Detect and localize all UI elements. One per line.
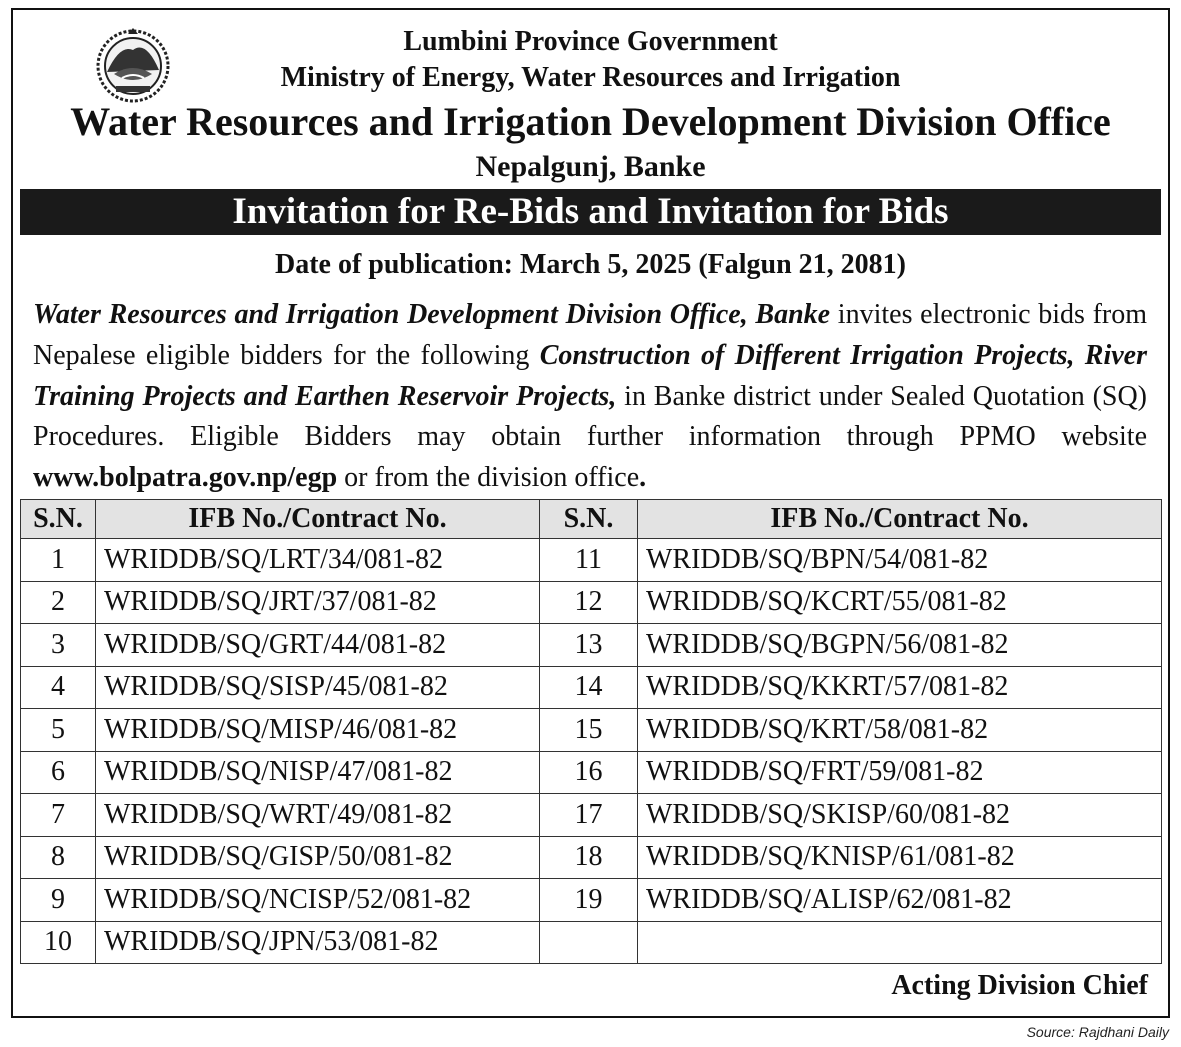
right-contract-no: WRIDDB/SQ/KRT/58/081-82 <box>638 709 1162 752</box>
right-sn: 19 <box>540 879 638 922</box>
right-sn: 13 <box>540 624 638 667</box>
ministry-title: Ministry of Energy, Water Resources and Irrigation <box>280 62 901 93</box>
right-sn <box>540 921 638 964</box>
office-location: Nepalgunj, Banke <box>475 150 706 183</box>
left-sn: 3 <box>21 624 96 667</box>
table-row <box>21 624 1162 667</box>
left-contract-no: WRIDDB/SQ/GISP/50/081-82 <box>96 836 540 879</box>
left-sn: 7 <box>21 794 96 837</box>
right-contract-no: WRIDDB/SQ/KNISP/61/081-82 <box>638 836 1162 879</box>
header-sn-right: S.N. <box>540 500 638 539</box>
right-contract-no: WRIDDB/SQ/KKRT/57/081-82 <box>638 666 1162 709</box>
left-contract-no: WRIDDB/SQ/SISP/45/081-82 <box>96 666 540 709</box>
notice-banner: Invitation for Re-Bids and Invitation for Bids <box>20 189 1161 235</box>
body-text-3: or from the division office <box>337 462 640 494</box>
right-contract-no: WRIDDB/SQ/KCRT/55/081-82 <box>638 581 1162 624</box>
table-row <box>21 581 1162 624</box>
body-text-2: in Banke district under Sealed Quotation (SQ) Procedures. Eligible Bidders may obtain further information through PPMO website <box>33 380 1148 453</box>
header-ifb-right: IFB No./Contract No. <box>638 500 1162 539</box>
contracts-table <box>20 499 1162 964</box>
left-sn: 9 <box>21 879 96 922</box>
website-link[interactable]: www.bolpatra.gov.np/egp <box>33 462 338 494</box>
table-row <box>21 836 1162 879</box>
table-row <box>21 794 1162 837</box>
right-sn: 17 <box>540 794 638 837</box>
left-contract-no: WRIDDB/SQ/NCISP/52/081-82 <box>96 879 540 922</box>
left-contract-no: WRIDDB/SQ/JPN/53/081-82 <box>96 921 540 964</box>
publication-date: Date of publication: March 5, 2025 (Falgun 21, 2081) <box>274 249 907 280</box>
table-row <box>21 921 1162 964</box>
notice-paragraph <box>33 295 1147 499</box>
right-contract-no: WRIDDB/SQ/FRT/59/081-82 <box>638 751 1162 794</box>
left-sn: 4 <box>21 666 96 709</box>
left-contract-no: WRIDDB/SQ/GRT/44/081-82 <box>96 624 540 667</box>
header-ifb-left: IFB No./Contract No. <box>96 500 540 539</box>
left-sn: 8 <box>21 836 96 879</box>
right-contract-no: WRIDDB/SQ/BPN/54/081-82 <box>638 539 1162 582</box>
body-text-1: invites electronic bids from Nepalese eligible bidders for the following <box>33 299 1147 371</box>
body-period: . <box>639 462 647 494</box>
table-row <box>21 751 1162 794</box>
right-sn: 14 <box>540 666 638 709</box>
left-contract-no: WRIDDB/SQ/WRT/49/081-82 <box>96 794 540 837</box>
left-sn: 10 <box>21 921 96 964</box>
left-contract-no: WRIDDB/SQ/JRT/37/081-82 <box>96 581 540 624</box>
table-row <box>21 709 1162 752</box>
table-row <box>21 879 1162 922</box>
left-contract-no: WRIDDB/SQ/MISP/46/081-82 <box>96 709 540 752</box>
left-contract-no: WRIDDB/SQ/LRT/34/081-82 <box>96 539 540 582</box>
left-sn: 1 <box>21 539 96 582</box>
signature-title: Acting Division Chief <box>891 970 1148 1001</box>
table-header-row <box>21 500 1162 539</box>
right-contract-no: WRIDDB/SQ/SKISP/60/081-82 <box>638 794 1162 837</box>
right-sn: 15 <box>540 709 638 752</box>
left-sn: 5 <box>21 709 96 752</box>
projects-text: Construction of Different Irrigation Projects, River Training Projects and Earthen Reservoir Projects, <box>33 339 1147 412</box>
right-sn: 12 <box>540 581 638 624</box>
province-government-title: Lumbini Province Government <box>403 26 778 57</box>
table-row <box>21 539 1162 582</box>
right-contract-no: WRIDDB/SQ/BGPN/56/081-82 <box>638 624 1162 667</box>
right-sn: 16 <box>540 751 638 794</box>
right-contract-no <box>638 921 1162 964</box>
right-sn: 18 <box>540 836 638 879</box>
left-contract-no: WRIDDB/SQ/NISP/47/081-82 <box>96 751 540 794</box>
right-sn: 11 <box>540 539 638 582</box>
office-name-text: Water Resources and Irrigation Development Division Office, Banke <box>33 299 831 330</box>
left-sn: 2 <box>21 581 96 624</box>
office-title: Water Resources and Irrigation Development Division Office <box>70 99 1111 144</box>
source-credit: Source: Rajdhani Daily <box>1026 1024 1169 1040</box>
left-sn: 6 <box>21 751 96 794</box>
table-row <box>21 666 1162 709</box>
header-sn-left: S.N. <box>21 500 96 539</box>
right-contract-no: WRIDDB/SQ/ALISP/62/081-82 <box>638 879 1162 922</box>
